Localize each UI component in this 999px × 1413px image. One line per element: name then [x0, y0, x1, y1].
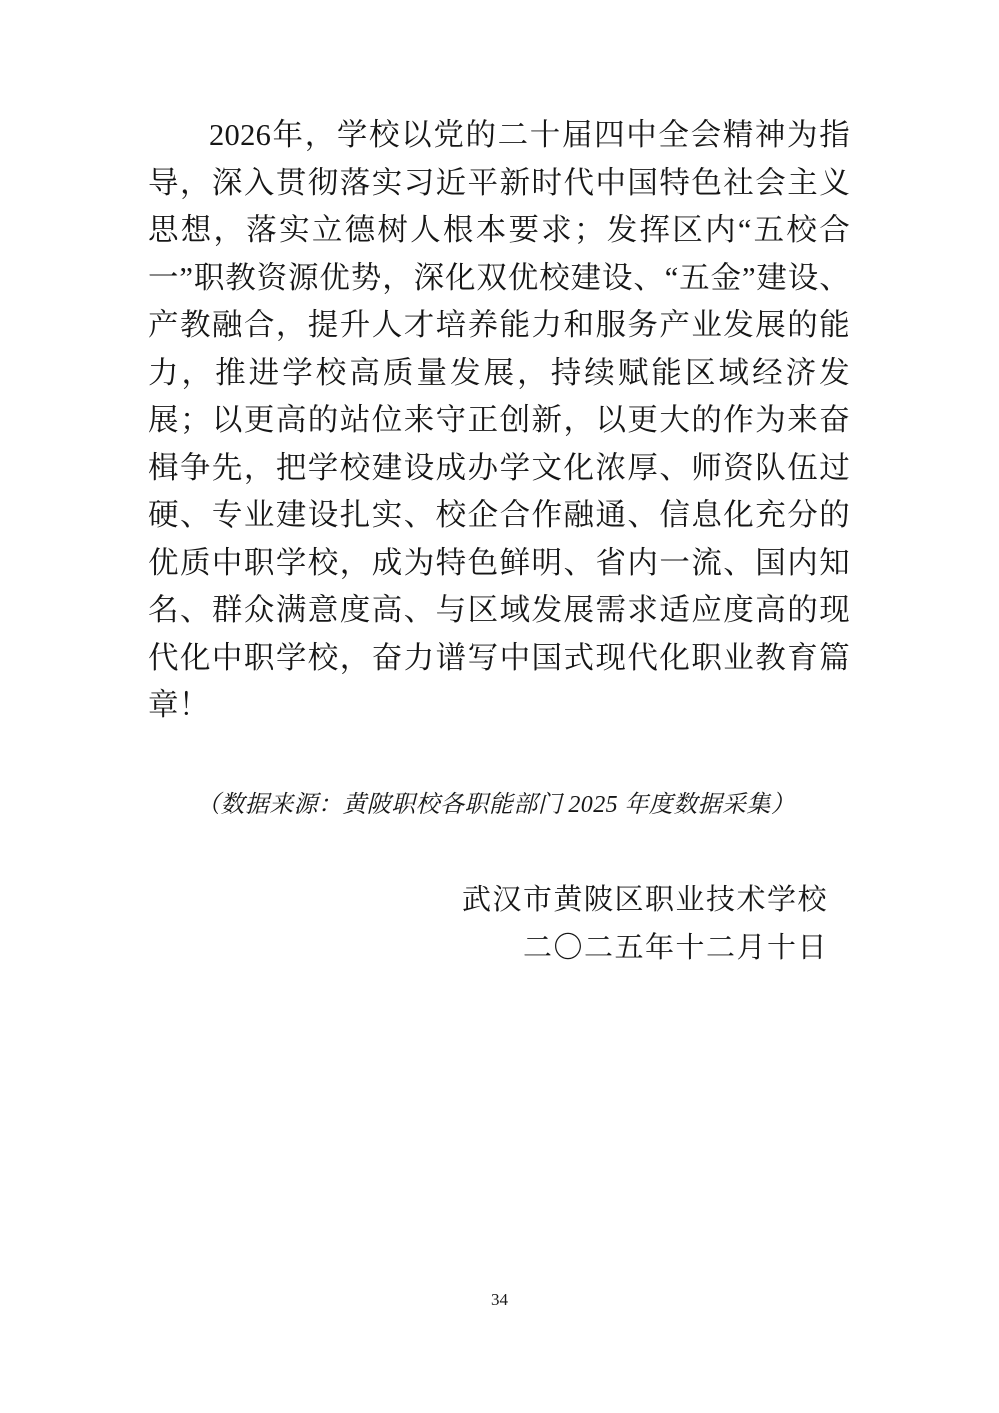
signature-block — [148, 876, 850, 972]
document-content — [148, 112, 850, 972]
signature-organization: 武汉市黄陂区职业技术学校 — [461, 883, 828, 916]
page-number: 34 — [491, 1290, 508, 1309]
signature-date: 二〇二五年十二月十日 — [522, 931, 828, 964]
data-source-note: （数据来源：黄陂职校各职能部门 2025 年度数据采集） — [196, 791, 796, 818]
body-paragraph: 2026年，学校以党的二十届四中全会精神为指导，深入贯彻落实习近平新时代中国特色社会主义思想，落实立德树人根本要求；发挥区内“五校合一”职教资源优势，深化双优校建设、“五金”建设、产教融合，提升人才培养能力和服务产业发展的能力，推进学校高质量发展，持续赋能区域经济发展；以更高的站位来守正创新，以更大的作为来奋楫争先，把学校建设成办学文化浓厚、师资队伍过硬、专业建设扎实、校企合作融通、信息化充分的优质中职学校，成为特色鲜明、省内一流、国内知名、群众满意度高、与区域发展需求适应度高的现代化中职学校，奋力谱写中国式现代化职业教育篇章！ — [148, 118, 850, 722]
